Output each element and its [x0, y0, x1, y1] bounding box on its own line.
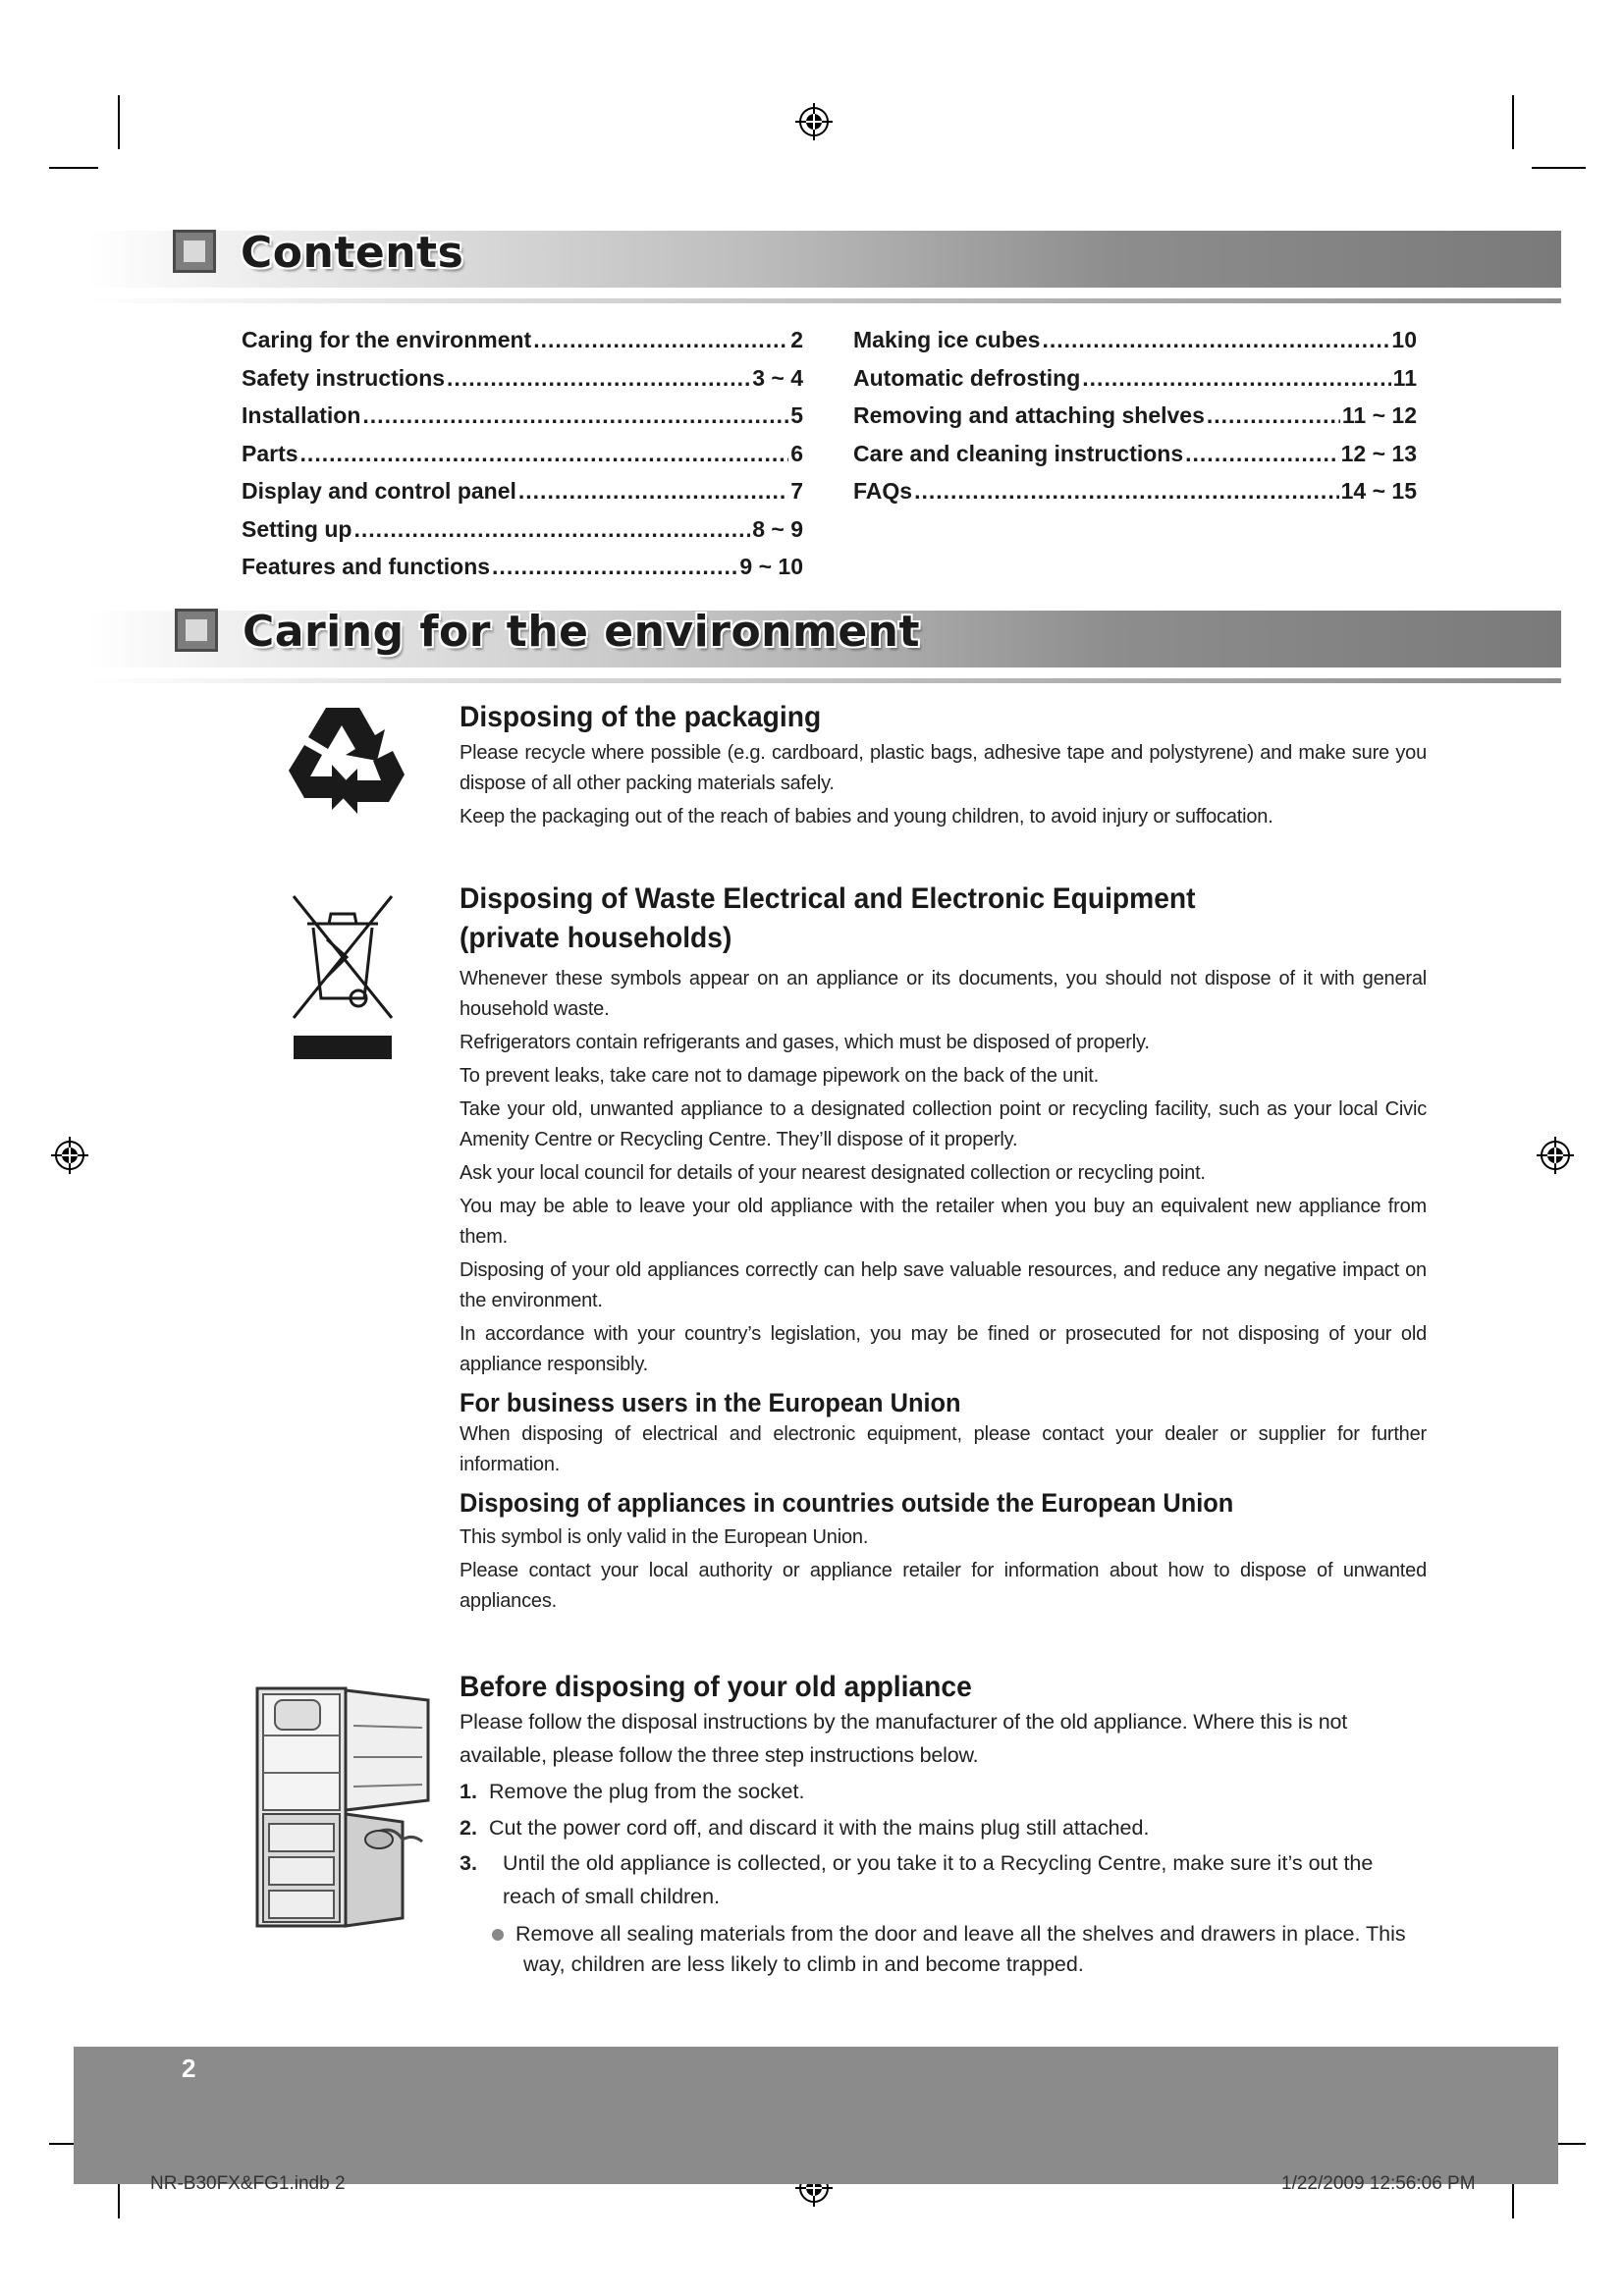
environment-title: Caring for the environment	[243, 607, 921, 657]
toc-entry[interactable]: Safety instructions ..... 3 ~ 4	[242, 365, 803, 403]
toc-right-column	[853, 327, 1417, 516]
toc-entry[interactable]: Display and control panel ..... 7	[242, 478, 803, 516]
toc-entry[interactable]: Automatic defrosting ..... 11	[853, 365, 1417, 403]
crop-mark	[49, 167, 98, 169]
crop-mark	[1512, 95, 1514, 149]
old-appliance-section	[460, 1669, 1432, 1980]
paragraph: Whenever these symbols appear on an appliance or its documents, you should not dispose of it with general household waste.	[460, 968, 1427, 1020]
toc-entry[interactable]: FAQs ..... 14 ~ 15	[853, 478, 1417, 516]
registration-mark-icon	[1537, 1137, 1574, 1174]
toc-entry[interactable]: Care and cleaning instructions ..... 12 ~ 13	[853, 441, 1417, 479]
paragraph: You may be able to leave your old appliance with the retailer when you buy an equivalent new appliance from them.	[460, 1196, 1427, 1248]
packaging-section	[460, 699, 1427, 832]
file-slug: NR-B30FX&FG1.indb 2	[150, 2173, 346, 2194]
toc-entry[interactable]: Installation ..... 5	[242, 402, 803, 441]
crossed-out-bin-icon	[288, 888, 398, 1060]
paragraph: Disposing of your old appliances correctly can help save valuable resources, and reduce any negative impact on the environment.	[460, 1259, 1427, 1311]
registration-mark-icon	[51, 1137, 88, 1174]
subsection-heading: For business users in the European Union	[460, 1388, 961, 1417]
toc-entry[interactable]: Making ice cubes ..... 10	[853, 327, 1417, 365]
bullet-icon	[492, 1929, 504, 1941]
toc-entry[interactable]: Caring for the environment ..... 2	[242, 327, 803, 365]
paragraph: Take your old, unwanted appliance to a designated collection point or recycling facility, such as your local Civic Amenity Centre or Recycling Centre. They’ll dispose of it properly.	[460, 1098, 1427, 1150]
subsection-heading: Disposing of appliances in countries outside the European Union	[460, 1488, 1234, 1518]
bullet-note: Remove all sealing materials from the door and leave all the shelves and drawers in place. This way, children are less likely to climb in and become trapped.	[460, 1919, 1432, 1980]
paragraph: Keep the packaging out of the reach of babies and young children, to avoid injury or suffocation.	[460, 806, 1273, 828]
list-item: 1. Remove the plug from the socket.	[460, 1780, 805, 1803]
footer-band	[74, 2047, 1558, 2184]
divider	[88, 678, 1561, 683]
weee-section	[460, 881, 1427, 1617]
fridge-illustration	[255, 1686, 437, 1932]
paragraph: Ask your local council for details of your nearest designated collection or recycling point.	[460, 1162, 1206, 1184]
square-bullet-icon	[175, 609, 218, 652]
toc-entry[interactable]: Parts ..... 6	[242, 441, 803, 479]
divider	[88, 298, 1561, 303]
list-item: 3. Until the old appliance is collected, or you take it to a Recycling Centre, make sure it’s out the reach of small children.	[460, 1851, 1374, 1908]
crop-mark	[118, 95, 120, 149]
paragraph: In accordance with your country’s legislation, you may be fined or prosecuted for not disposing of your old appliance responsibly.	[460, 1323, 1427, 1375]
recycle-icon	[283, 702, 406, 820]
registration-mark-icon	[795, 103, 833, 140]
paragraph: Please follow the disposal instructions by the manufacturer of the old appliance. Where this is not available, please follow the three step instructions below.	[460, 1710, 1348, 1767]
toc-entry[interactable]: Removing and attaching shelves ..... 11 ~ 12	[853, 402, 1417, 441]
toc-entry[interactable]: Features and functions ..... 9 ~ 10	[242, 554, 803, 592]
toc-entry[interactable]: Setting up ..... 8 ~ 9	[242, 516, 803, 555]
paragraph: When disposing of electrical and electronic equipment, please contact your dealer or supplier for further information.	[460, 1423, 1427, 1475]
section-heading: Disposing of the packaging	[460, 701, 822, 733]
paragraph: Please contact your local authority or appliance retailer for information about how to dispose of unwanted appliances.	[460, 1560, 1427, 1612]
print-timestamp: 1/22/2009 12:56:06 PM	[1281, 2173, 1476, 2194]
crop-mark	[1532, 167, 1586, 169]
paragraph: Refrigerators contain refrigerants and gases, which must be disposed of properly.	[460, 1032, 1150, 1053]
section-heading: Disposing of Waste Electrical and Electronic Equipment	[460, 882, 1196, 915]
paragraph: This symbol is only valid in the European Union.	[460, 1526, 869, 1548]
paragraph: To prevent leaks, take care not to damage pipework on the back of the unit.	[460, 1065, 1099, 1087]
contents-title: Contents	[241, 228, 464, 278]
toc-left-column	[242, 327, 803, 592]
section-heading: Before disposing of your old appliance	[460, 1671, 972, 1703]
steps-list	[460, 1774, 1432, 1913]
list-item: 2. Cut the power cord off, and discard it with the mains plug still attached.	[460, 1816, 1150, 1840]
square-bullet-icon	[173, 230, 216, 273]
page-number: 2	[182, 2054, 196, 2083]
section-heading: (private households)	[460, 922, 732, 954]
paragraph: Please recycle where possible (e.g. cardboard, plastic bags, adhesive tape and polystyrene) and make sure you dispose of all other packing materials safely.	[460, 742, 1427, 794]
